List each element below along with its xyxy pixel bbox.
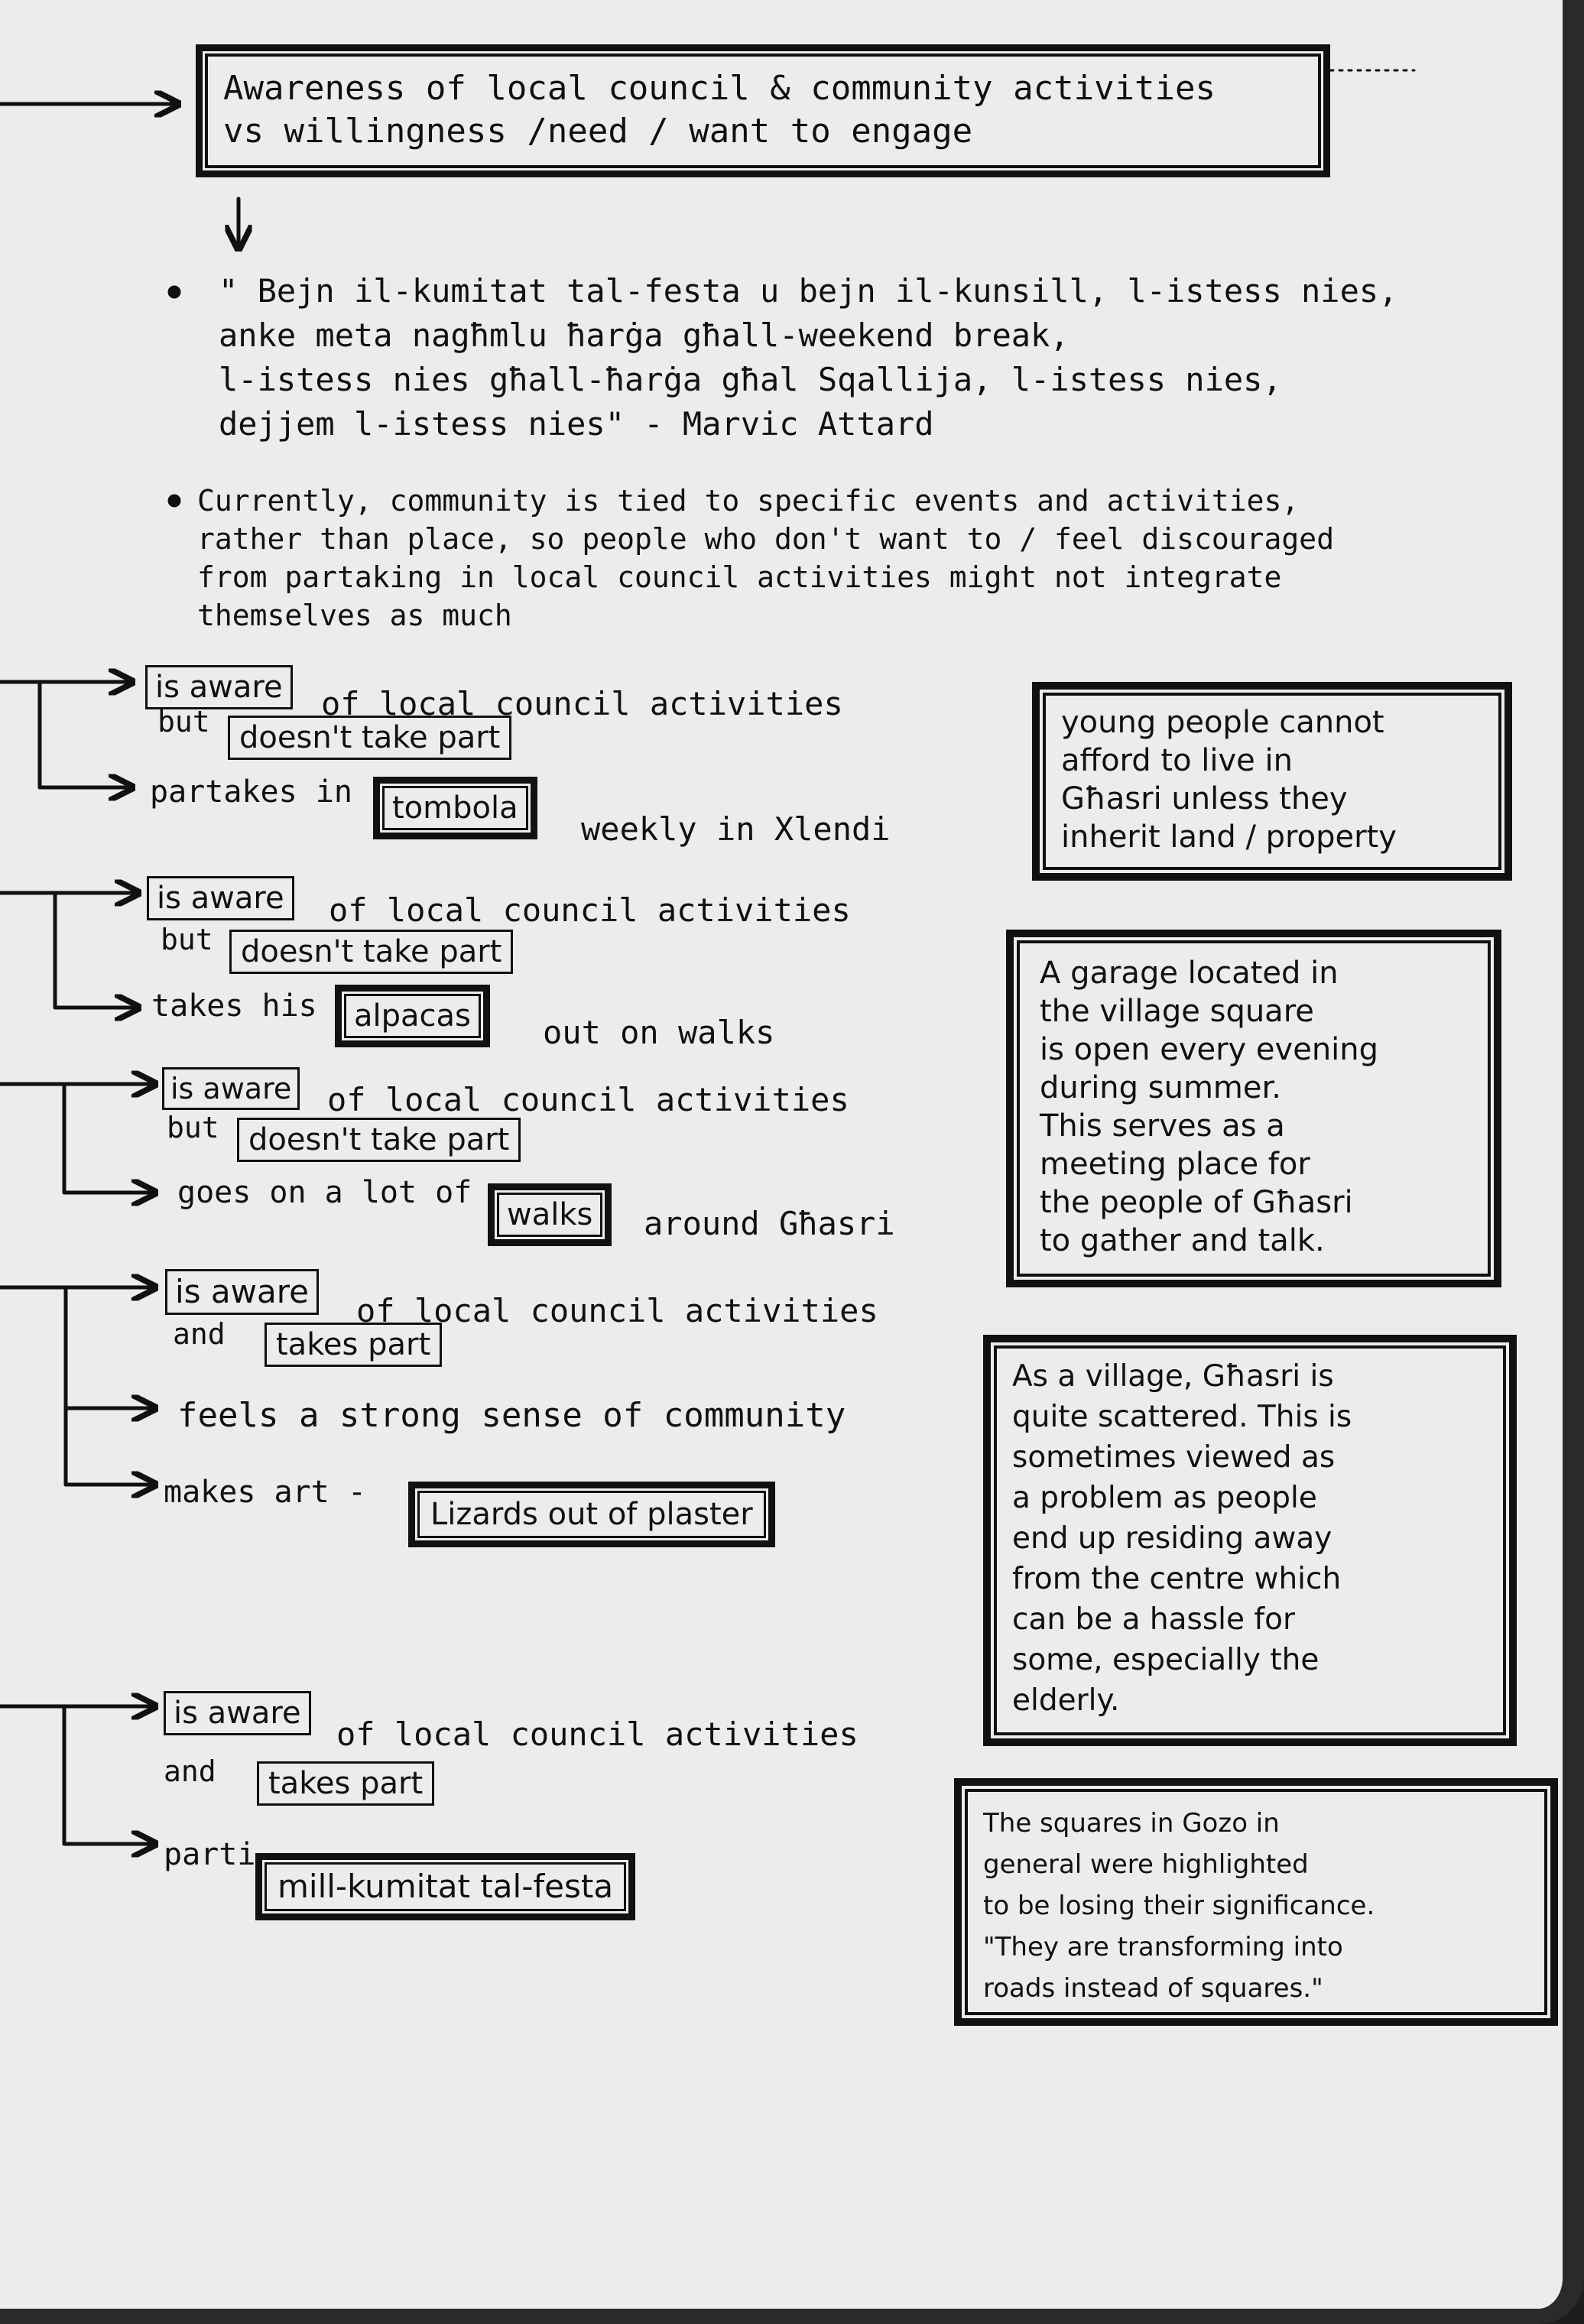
quote-line: dejjem l-istess nies" - Marvic Attard bbox=[219, 405, 934, 443]
person3-bracket bbox=[0, 1084, 153, 1193]
note-garage bbox=[1017, 940, 1491, 1277]
note-line: The squares in Gozo in bbox=[983, 1808, 1280, 1839]
note-line: from the centre which bbox=[1012, 1562, 1342, 1596]
person1-aware-box: is aware bbox=[145, 665, 293, 709]
note-line: elderly. bbox=[1012, 1683, 1120, 1718]
note-line: Għasri unless they bbox=[1061, 781, 1348, 816]
person2-but: but bbox=[161, 923, 213, 956]
observation-line: Currently, community is tied to specific events and activities, bbox=[197, 484, 1300, 518]
note-line: "They are transforming into bbox=[983, 1932, 1343, 1962]
observation-block bbox=[197, 482, 1334, 635]
note-line: general were highlighted bbox=[983, 1849, 1309, 1880]
note-line: is open every evening bbox=[1040, 1032, 1379, 1067]
person4-activity-box: Lizards out of plaster bbox=[417, 1491, 766, 1538]
header-line2: vs willingness /need / want to engage bbox=[223, 112, 973, 151]
quote-line: l-istess nies għall-ħarġa għal Sqallija, l-istess nies, bbox=[219, 361, 1282, 398]
person4-status-box: takes part bbox=[265, 1323, 442, 1367]
person5-bracket bbox=[0, 1706, 153, 1844]
person5-activity-pre: parti bbox=[164, 1837, 256, 1872]
person4-bracket bbox=[0, 1287, 153, 1485]
observation-line: rather than place, so people who don't want to / feel discouraged bbox=[197, 522, 1335, 556]
person4-activity-pre: makes art - bbox=[164, 1475, 366, 1510]
note-line: during summer. bbox=[1040, 1070, 1281, 1105]
note-line: quite scattered. This is bbox=[1012, 1400, 1352, 1434]
person2-activity-pre: takes his bbox=[151, 988, 317, 1024]
note-line: meeting place for bbox=[1040, 1147, 1310, 1182]
note-young-people bbox=[1043, 693, 1501, 870]
note-line: As a village, Għasri is bbox=[1012, 1359, 1334, 1394]
person4-aware-box: is aware bbox=[165, 1269, 319, 1315]
quote-line: anke meta nagħmlu ħarġa għall-weekend break, bbox=[219, 316, 1070, 354]
note-line: end up residing away bbox=[1012, 1521, 1332, 1556]
person1-activity-post: weekly in Xlendi bbox=[581, 810, 891, 848]
person3-activity-pre: goes on a lot of bbox=[177, 1175, 472, 1210]
person5-aware-text: of local council activities bbox=[336, 1715, 859, 1753]
person2-status-box: doesn't take part bbox=[229, 930, 513, 974]
person1-activity-pre: partakes in bbox=[150, 774, 352, 810]
bullet-observation bbox=[170, 496, 179, 505]
note-line: the people of Għasri bbox=[1040, 1185, 1353, 1220]
note-line: can be a hassle for bbox=[1012, 1602, 1296, 1637]
person5-aware-box: is aware bbox=[164, 1691, 311, 1735]
note-line: the village square bbox=[1040, 994, 1314, 1029]
person2-aware-text: of local council activities bbox=[329, 891, 851, 929]
person1-status-box: doesn't take part bbox=[228, 716, 511, 760]
note-line: to gather and talk. bbox=[1040, 1223, 1325, 1258]
person2-bracket bbox=[0, 893, 136, 1008]
person1-aware-text: of local council activities bbox=[321, 685, 843, 722]
quote-block bbox=[219, 269, 1397, 446]
note-scattered bbox=[994, 1345, 1506, 1735]
person3-status-box: doesn't take part bbox=[237, 1118, 521, 1162]
person4-and: and bbox=[173, 1317, 226, 1351]
observation-line: from partaking in local council activities might not integrate bbox=[197, 560, 1282, 594]
note-line: inherit land / property bbox=[1061, 820, 1397, 855]
note-line: sometimes viewed as bbox=[1012, 1440, 1336, 1475]
person4-extra: feels a strong sense of community bbox=[177, 1396, 846, 1435]
header-box bbox=[205, 54, 1321, 168]
note-line: to be losing their significance. bbox=[983, 1891, 1375, 1921]
person3-aware-box: is aware bbox=[162, 1067, 300, 1110]
person2-activity-post: out on walks bbox=[543, 1014, 775, 1051]
person4-aware-text: of local council activities bbox=[356, 1292, 878, 1329]
person5-and: and bbox=[164, 1754, 216, 1788]
quote-line: " Bejn il-kumitat tal-festa u bejn il-kunsill, l-istess nies, bbox=[219, 272, 1398, 310]
note-squares bbox=[965, 1789, 1547, 2015]
bullet-quote bbox=[170, 287, 179, 297]
note-line: some, especially the bbox=[1012, 1643, 1319, 1677]
observation-line: themselves as much bbox=[197, 599, 512, 632]
person2-aware-box: is aware bbox=[147, 876, 294, 920]
header-line1: Awareness of local council & community activities bbox=[223, 69, 1216, 108]
person1-bracket bbox=[0, 682, 130, 787]
note-line: This serves as a bbox=[1040, 1108, 1285, 1144]
person2-activity-box: alpacas bbox=[344, 994, 481, 1038]
note-line: young people cannot bbox=[1061, 705, 1384, 740]
person3-activity-post: around Għasri bbox=[644, 1205, 895, 1242]
note-line: a problem as people bbox=[1012, 1481, 1317, 1515]
person5-activity-box: mill-kumitat tal-festa bbox=[265, 1862, 626, 1911]
person3-aware-text: of local council activities bbox=[327, 1081, 849, 1118]
person5-status-box: takes part bbox=[257, 1761, 434, 1806]
note-line: roads instead of squares." bbox=[983, 1973, 1323, 2004]
note-line: A garage located in bbox=[1040, 956, 1339, 991]
person3-activity-box: walks bbox=[497, 1193, 602, 1237]
note-line: afford to live in bbox=[1061, 743, 1293, 778]
person1-but: but bbox=[157, 705, 210, 738]
person3-but: but bbox=[167, 1111, 219, 1144]
person1-activity-box: tombola bbox=[382, 786, 528, 830]
